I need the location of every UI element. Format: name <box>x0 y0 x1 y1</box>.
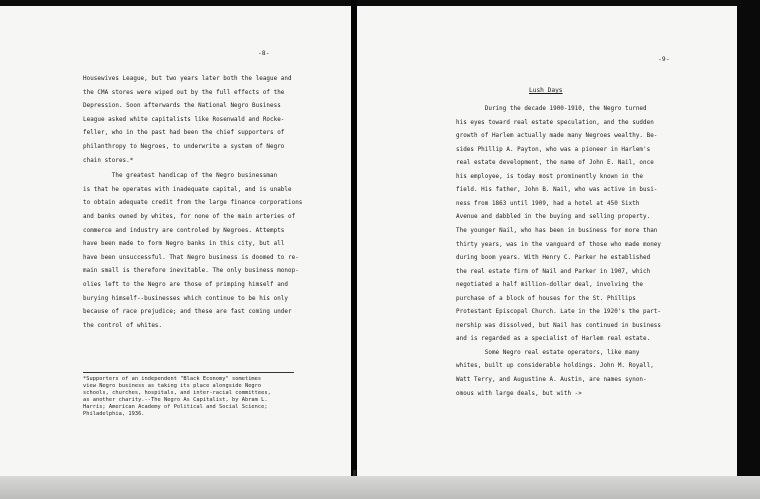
page-number: -9- <box>658 56 670 63</box>
text-line: during boom years. With Henry C. Parker he established <box>456 255 651 262</box>
text-line: olies left to the Negro are those of primping himself and <box>83 282 288 288</box>
text-line: sides Phillip A. Payton, who was a pioneer in Harlem's <box>456 146 651 153</box>
text-line: burying himself--businesses which continue to be his only <box>83 295 288 302</box>
text-line: During the decade 1900-1910, the Negro turned <box>456 106 647 112</box>
text-line: field. His father, John B. Nail, who was active in busi- <box>456 187 658 194</box>
text-line: ness from 1863 until 1909, had a hotel at 450 Sixth <box>456 200 640 207</box>
scan-bottom-edge <box>0 476 760 499</box>
text-line: because of race prejudice; and these are fast coming under <box>83 309 292 316</box>
text-line: commerce and industry are controled by Negroes. Attempts <box>83 227 285 234</box>
text-line: the CMA stores were wiped out by the full effects of the <box>83 89 285 96</box>
page-number: -8- <box>258 50 270 57</box>
text-line: and is regarded as a specialist of Harlem real estate. <box>456 336 651 343</box>
text-line: Some Negro real estate operators, like many <box>456 349 640 356</box>
left-page <box>0 6 351 476</box>
text-line: his employee, is today most prominently known in the <box>456 173 644 180</box>
text-line: omous with large deals, but with -> <box>456 390 582 397</box>
text-line: the control of whites. <box>83 322 163 329</box>
text-line: Avenue and dabbled in the buying and selling property. <box>456 214 651 221</box>
text-line: Protestant Episcopal Church. Late in the 1920's the part- <box>456 309 661 316</box>
text-line: is that he operates with inadequate capital, and is unable <box>83 186 292 193</box>
text-line: *Supporters of an independent "Black Economy" sometimes <box>83 376 262 382</box>
text-line: League asked white capitalists like Rosenwald and Rocke- <box>83 116 285 123</box>
text-line: to obtain adequate credit from the large finance corporations <box>83 200 303 207</box>
text-line: The greatest handicap of the Negro businessman <box>83 173 278 180</box>
text-line: Harris; American Academy of Political and Social Science; <box>83 403 268 410</box>
text-line: schools, churches, hospitals, and inter-racial committees, <box>83 389 271 396</box>
text-line: philanthropy to Negroes, to underwrite a system of Negro <box>83 144 285 150</box>
text-line: Philadelphia, 1936. <box>83 410 145 417</box>
text-line: as another charity.--The Negro As Capitalist, by Abram L. <box>83 396 268 403</box>
text-line: Housewives League, but two years later both the league and <box>83 76 292 82</box>
text-line: Depression. Soon afterwards the National Negro Business <box>83 103 281 110</box>
text-line: negotiated a half million-dollar deal, involving the <box>456 282 644 289</box>
text-line: purchase of a block of houses for the St. Phillips <box>456 295 636 302</box>
text-line: main small is therefore inevitable. The only business monop- <box>83 268 299 275</box>
text-line: Watt Terry, and Augustine A. Austin, are names synon- <box>456 377 647 383</box>
text-line: whites, built up considerable holdings. John M. Royall, <box>456 363 654 370</box>
text-line: growth of Harlem actually made many Negroes wealthy. Be- <box>456 133 658 140</box>
text-line: feller, who in the past had been the chief supporters of <box>83 130 285 137</box>
scan-edge <box>737 0 760 499</box>
text-line: and banks owned by whites, for none of the main arteries of <box>83 214 296 220</box>
text-line: view Negro business as taking its place alongside Negro <box>83 382 262 389</box>
text-line: thirty years, was in the vanguard of those who made money <box>456 241 661 248</box>
text-line: have been unsuccessful. That Negro business is doomed to re- <box>83 254 299 261</box>
text-line: have been made to form Negro banks in this city, but all <box>83 241 285 248</box>
text-line: The younger Nail, who has been in business for more than <box>456 227 658 234</box>
footnote-divider <box>83 372 294 373</box>
text-line: his eyes toward real estate speculation, and the sudden <box>456 119 654 126</box>
text-line: nership was dissolved, but Nail has continued in business <box>456 322 661 329</box>
section-heading: Lush Days <box>529 87 563 94</box>
text-line: the real estate firm of Nail and Parker in 1907, which <box>456 268 651 275</box>
text-line: real estate development, the name of John E. Nail, once <box>456 160 654 167</box>
text-line: chain stores.* <box>83 157 134 164</box>
right-page <box>357 6 737 476</box>
